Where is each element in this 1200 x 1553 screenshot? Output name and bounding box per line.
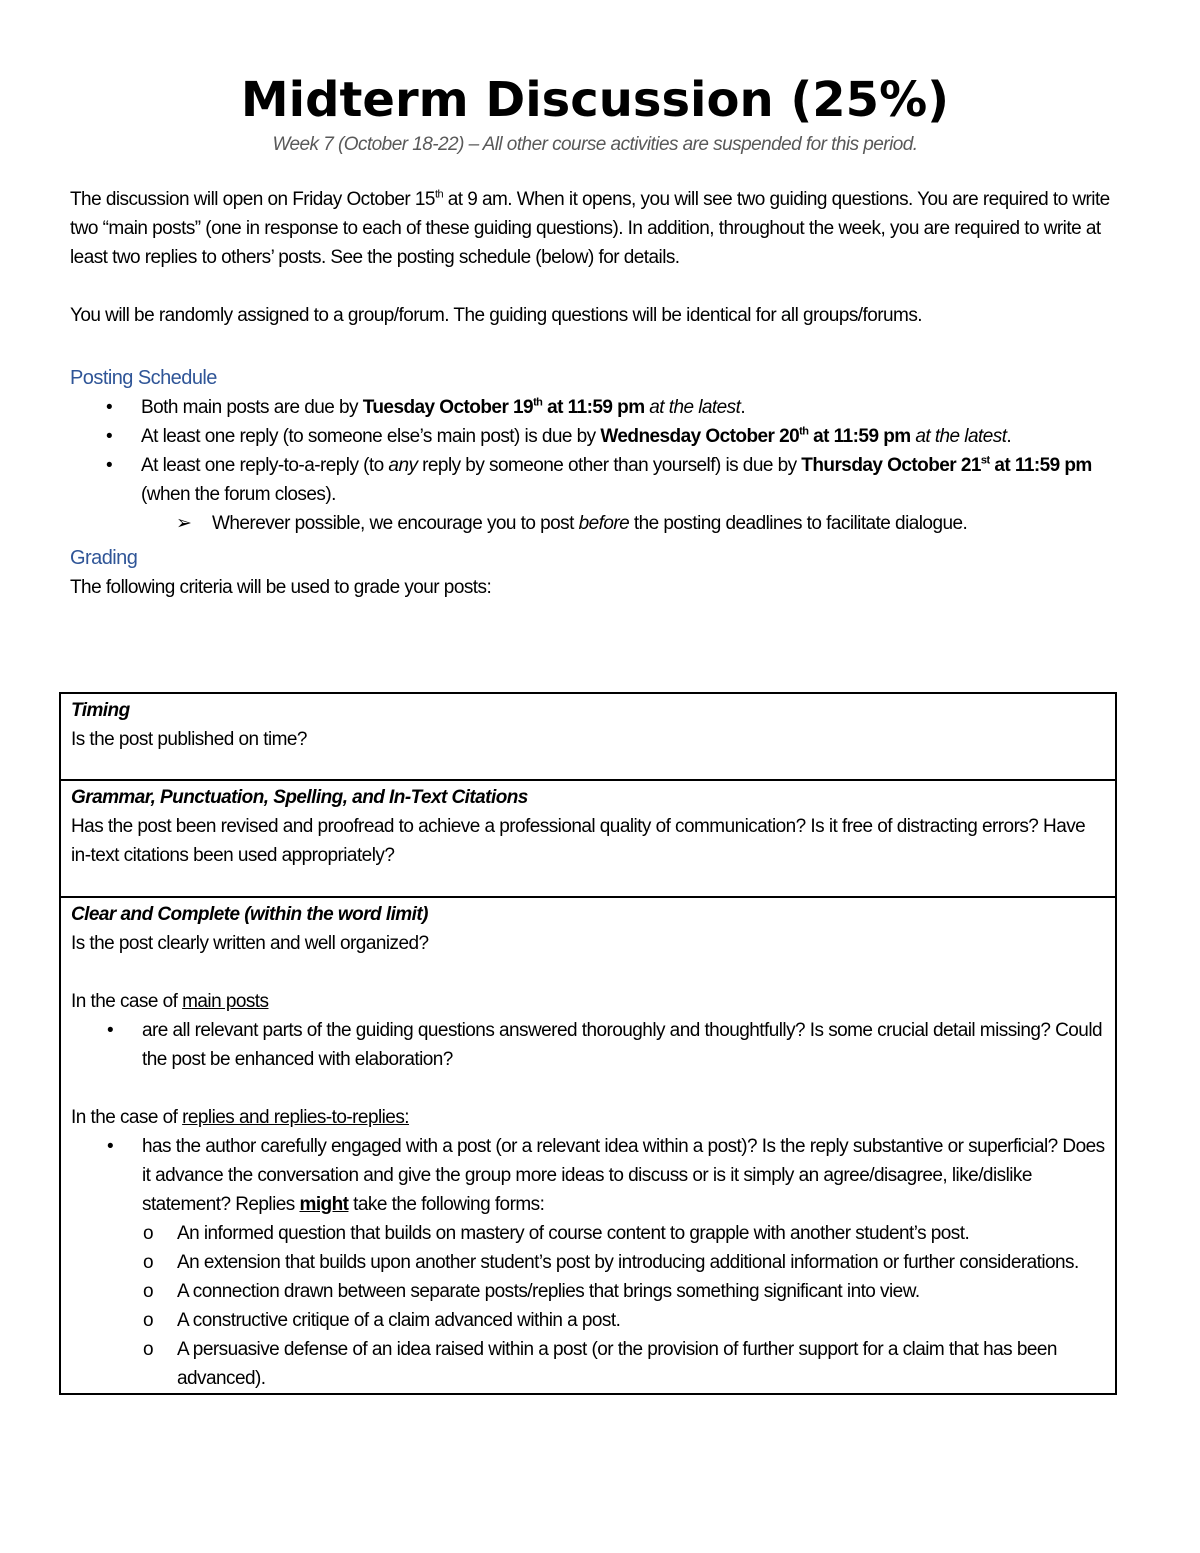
list-item	[71, 1132, 1105, 1219]
text: th	[799, 425, 809, 438]
text: An extension that builds upon another student’s post by introducing additional information or further considerations.	[177, 1252, 1079, 1273]
text: Wednesday October 20	[600, 426, 800, 447]
text: replies and replies-to-replies:	[182, 1107, 410, 1128]
text: has the author carefully engaged with a post (or a relevant idea within a post)? Is the reply substantive or superficial? Does it advance the conversation and give the group more ideas to discuss or is it simply an agree/disagree, like/dislike statement? Replies	[142, 1136, 1105, 1215]
text: Both main posts are due by	[141, 397, 363, 418]
text: A constructive critique of a claim advanced within a post.	[177, 1310, 621, 1331]
text: at 11:59 pm	[542, 397, 645, 418]
text: at the latest	[644, 397, 741, 418]
text: st	[980, 454, 990, 467]
text: In the case of	[71, 991, 183, 1012]
form-item	[71, 1219, 1105, 1248]
text: any	[388, 455, 418, 476]
text: main posts	[182, 991, 269, 1012]
text: before	[578, 513, 630, 534]
text: reply by someone other than yourself) is due by	[417, 455, 802, 476]
text: .	[1006, 426, 1012, 447]
grading-intro: The following criteria will be used to grade your posts:	[70, 577, 492, 598]
main-posts-label	[71, 987, 1105, 1016]
superscript: th	[434, 188, 444, 201]
text: might	[299, 1194, 349, 1215]
schedule-item	[70, 451, 1120, 509]
bullet-icon: •	[106, 397, 113, 418]
text: at the latest	[910, 426, 1007, 447]
grading-criteria-table	[59, 692, 1117, 1395]
bullet-icon: •	[107, 1136, 114, 1157]
text: .	[740, 397, 746, 418]
criterion-text: Is the post published on time?	[71, 729, 307, 750]
text: An informed question that builds on mastery of course content to grapple with another student’s post.	[177, 1223, 970, 1244]
text: at 11:59 pm	[989, 455, 1092, 476]
circle-bullet-icon: o	[143, 1310, 154, 1331]
posting-schedule-heading: Posting Schedule	[70, 367, 217, 389]
circle-bullet-icon: o	[143, 1339, 154, 1360]
subtitle: Week 7 (October 18-22) – All other course activities are suspended for this period.	[272, 134, 918, 155]
text: A connection drawn between separate posts/replies that brings something significant into view.	[177, 1281, 920, 1302]
text: Tuesday October 19	[362, 397, 534, 418]
criterion-title: Clear and Complete (within the word limit)	[71, 904, 428, 925]
form-item	[71, 1306, 1105, 1335]
table-row	[60, 693, 1116, 780]
text: the posting deadlines to facilitate dialogue.	[629, 513, 968, 534]
bullet-icon: •	[106, 426, 113, 447]
bullet-icon: •	[107, 1020, 114, 1041]
schedule-list	[70, 393, 1120, 538]
text: take the following forms:	[348, 1194, 545, 1215]
criterion-title: Grammar, Punctuation, Spelling, and In-Text Citations	[71, 787, 528, 808]
grading-heading: Grading	[70, 547, 138, 569]
circle-bullet-icon: o	[143, 1252, 154, 1273]
form-item	[71, 1248, 1105, 1277]
schedule-item	[70, 393, 1120, 422]
table-row	[60, 897, 1116, 1394]
list-item	[71, 1016, 1105, 1074]
text: Thursday October 21	[801, 455, 981, 476]
text: at 11:59 pm	[808, 426, 911, 447]
text: The discussion will open on Friday October 15	[70, 189, 435, 210]
text: are all relevant parts of the guiding questions answered thoroughly and thoughtfully? Is some crucial detail missing? Could the post be enhanced with elaboration?	[142, 1020, 1103, 1070]
schedule-subitem	[70, 509, 1120, 538]
bullet-icon: •	[106, 455, 113, 476]
criterion-text: Is the post clearly written and well organized?	[71, 933, 429, 954]
text: At least one reply (to someone else’s main post) is due by	[141, 426, 601, 447]
table-row	[60, 780, 1116, 897]
replies-label	[71, 1103, 1105, 1132]
form-item	[71, 1335, 1105, 1393]
form-item	[71, 1277, 1105, 1306]
circle-bullet-icon: o	[143, 1223, 154, 1244]
circle-bullet-icon: o	[143, 1281, 154, 1302]
text: Wherever possible, we encourage you to post	[212, 513, 579, 534]
page-title: Midterm Discussion (25%)	[240, 72, 950, 128]
criterion-text: Has the post been revised and proofread to achieve a professional quality of communication? Is it free of distracting errors? Have in-text citations been used appropriately?	[71, 816, 1086, 866]
group-paragraph: You will be randomly assigned to a group/forum. The guiding questions will be identical for all groups/forums.	[70, 305, 923, 326]
text: In the case of	[71, 1107, 183, 1128]
text: (when the forum closes).	[141, 484, 336, 505]
document	[70, 70, 1120, 602]
schedule-item	[70, 422, 1120, 451]
intro-paragraph	[70, 185, 1120, 272]
text: A persuasive defense of an idea raised within a post (or the provision of further support for a claim that has been advanced).	[177, 1339, 1057, 1389]
text: th	[533, 396, 543, 409]
criterion-title: Timing	[71, 700, 130, 721]
text: at 9 am. When it opens, you will see two guiding questions. You are required to write two “main posts” (one in response to each of these guiding questions). In addition, throughout the week, you are required to write at least two replies to others’ posts. See the posting schedule (below) for details.	[70, 189, 1110, 268]
arrow-bullet-icon: ➢	[176, 513, 192, 534]
text: At least one reply-to-a-reply (to	[141, 455, 389, 476]
